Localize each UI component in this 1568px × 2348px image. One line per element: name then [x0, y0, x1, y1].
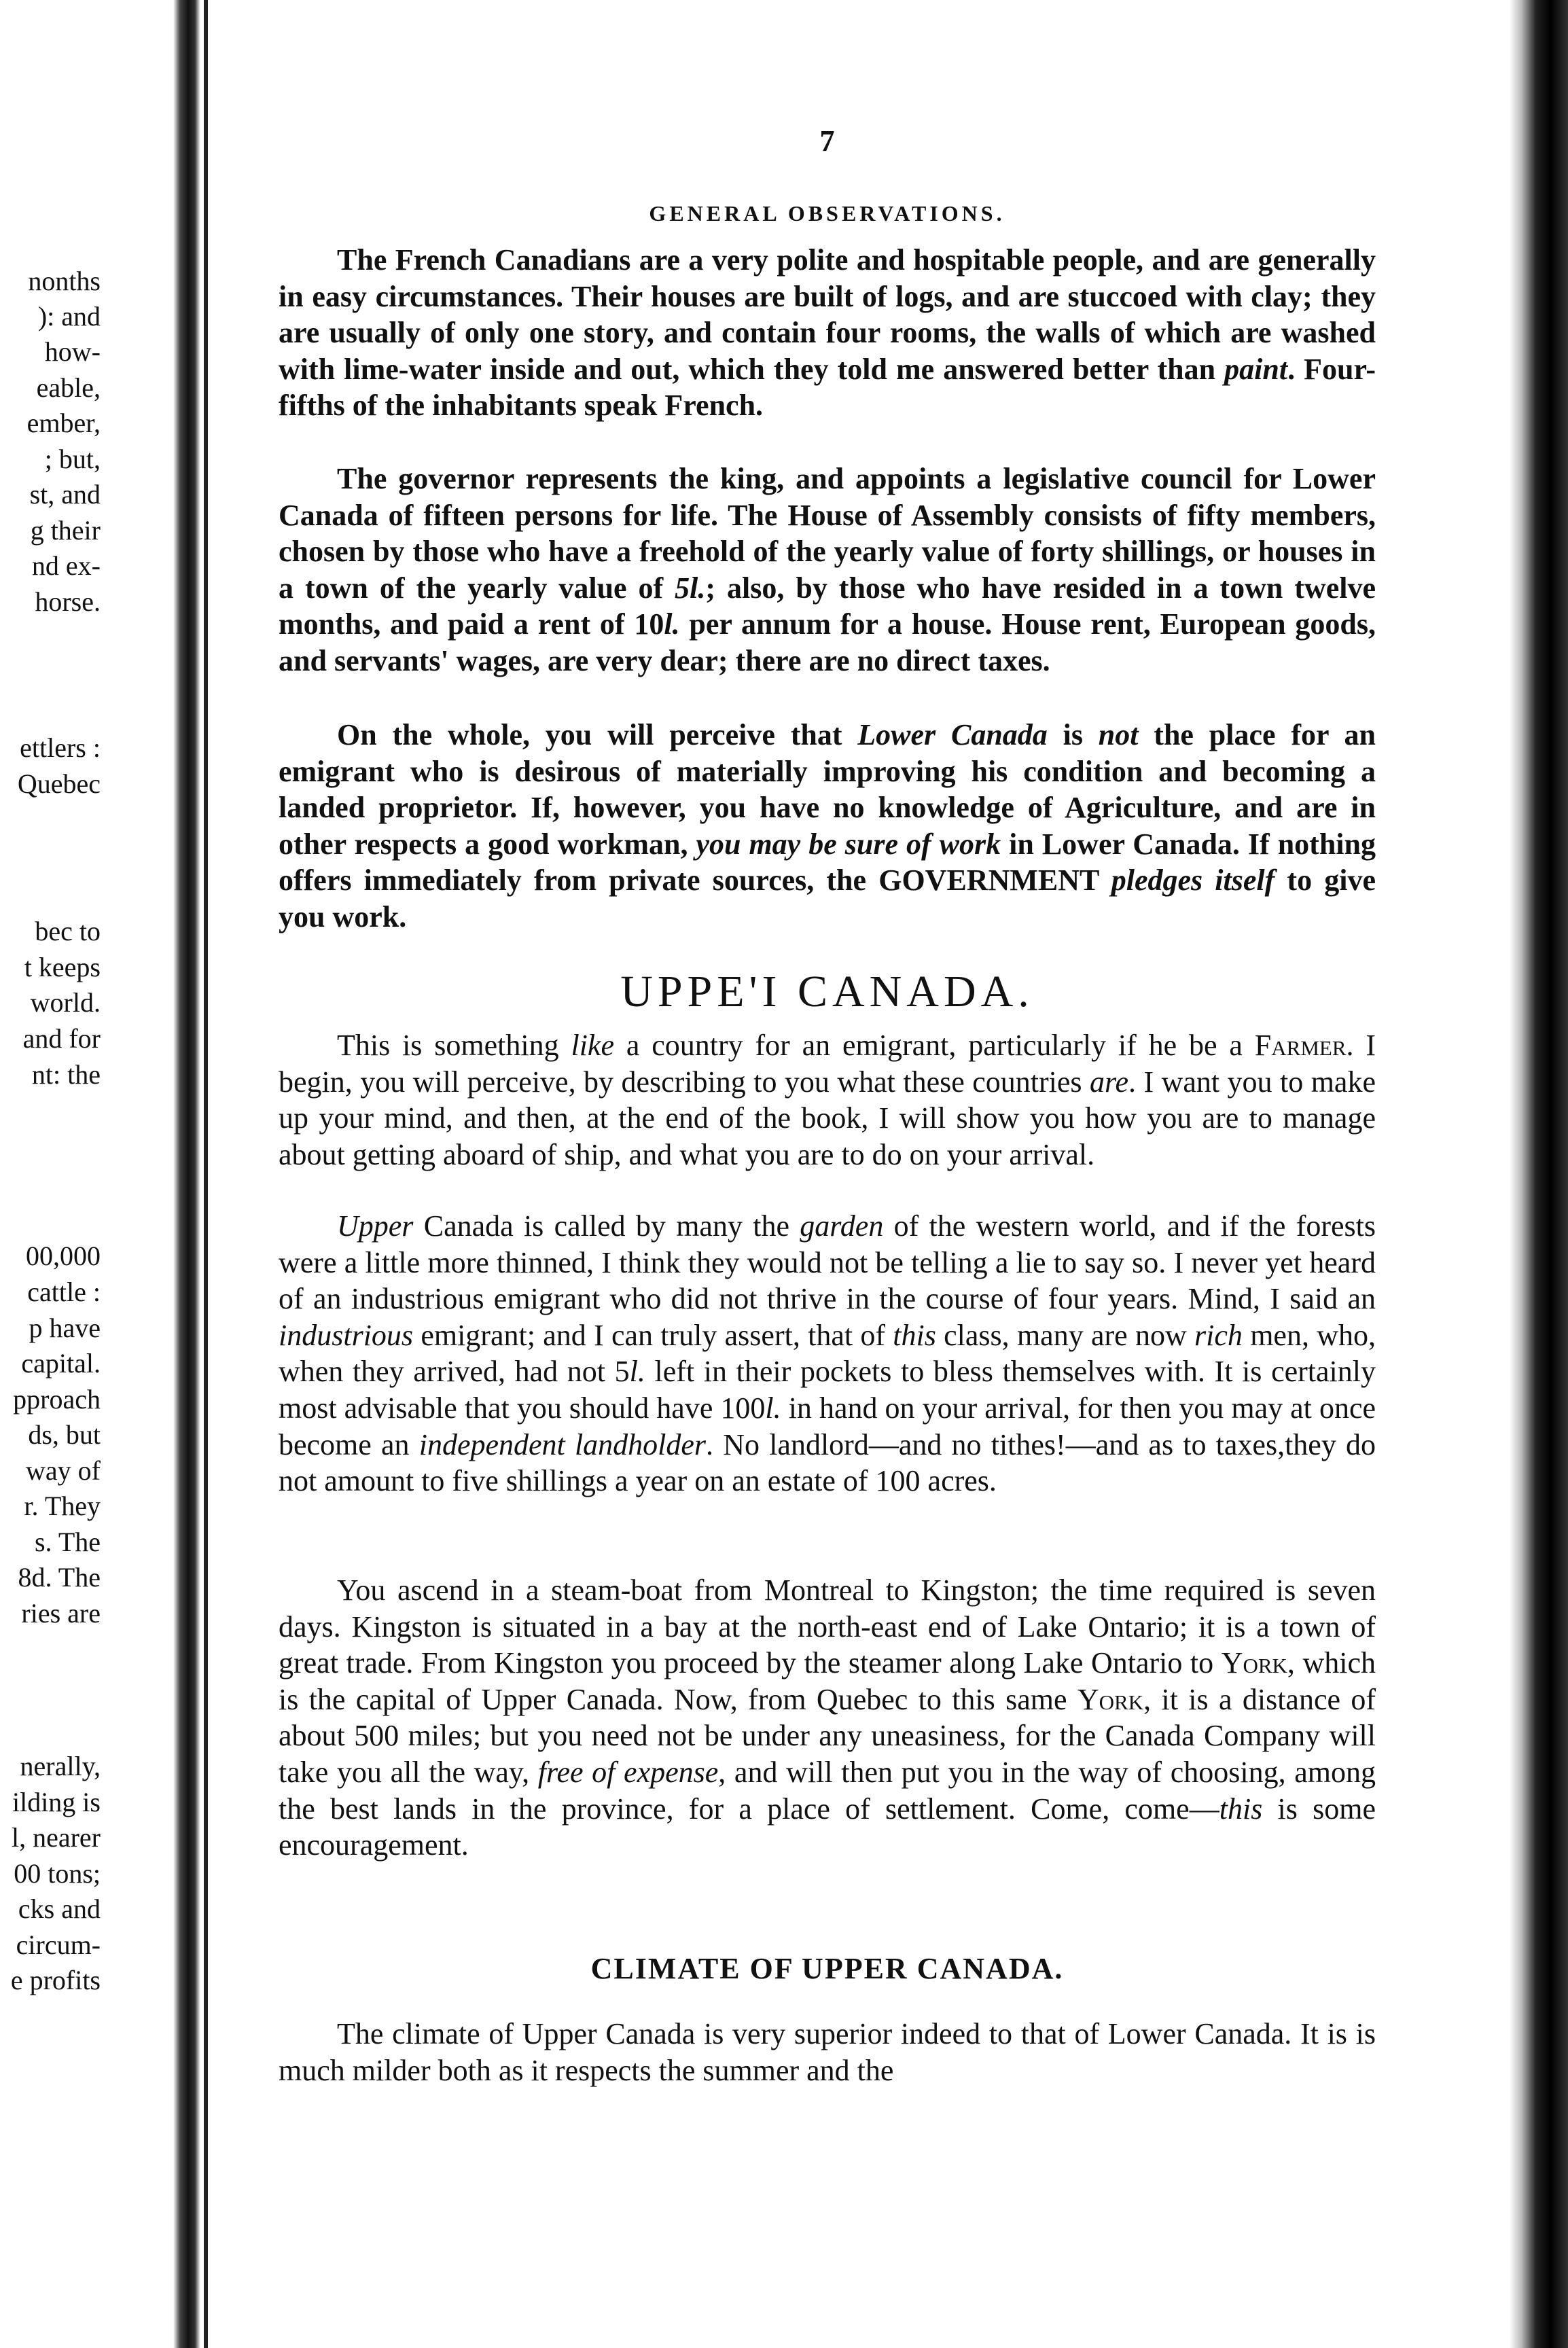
italic-text: free of expense	[537, 1755, 719, 1789]
facing-page-fragment: nerally,	[20, 1751, 101, 1781]
heading-climate: CLIMATE OF UPPER CANADA.	[590, 1952, 1064, 1985]
paragraph-climate	[279, 2016, 1376, 2088]
facing-page-fragment: ries are	[21, 1598, 101, 1629]
facing-page-fragment: circum-	[16, 1929, 101, 1960]
facing-page-fragment: 00,000	[26, 1241, 101, 1271]
facing-page-fragment: p have	[29, 1313, 101, 1343]
facing-page-fragment: g their	[30, 515, 101, 546]
text-run: The governor represents the king, and appoints a legislative council for Lower Canada of fifteen persons for life. The House of Assembly consists of fifty members, chosen by those who have a freehold of the yearly value of forty shillings, or houses in a town of the yearly value of	[279, 462, 1376, 605]
italic-text: are	[1089, 1065, 1128, 1099]
text-run: per annum for a house. House rent, European goods, and servants' wages, are very dear; there are no direct taxes.	[279, 607, 1376, 677]
italic-text: l.	[664, 607, 680, 641]
text-run: in hand on your arrival, for then you may at once become an	[279, 1391, 1376, 1461]
heading-upper-canada: UPPE'I CANADA.	[620, 967, 1034, 1016]
text-run: to give you work.	[279, 864, 1376, 933]
text-run: , it is a distance of about 500 miles; but you need not be under any uneasiness, for the Canada Company will take you all the way,	[279, 1682, 1376, 1789]
text-run: The climate of Upper Canada is very superior indeed to that of Lower Canada. It is is much milder both as it respects the summer and the	[279, 2017, 1376, 2087]
page-number: 7	[819, 124, 835, 158]
italic-text: industrious	[279, 1318, 414, 1352]
paragraph-garden	[279, 1208, 1376, 1499]
facing-page-fragment: eable,	[36, 372, 101, 403]
text-run: a country for an emigrant, particularly if he be a	[613, 1029, 1255, 1062]
small-caps-text: Farmer	[1254, 1029, 1347, 1062]
small-caps-text: York	[1077, 1682, 1144, 1716]
facing-page-fragment: nonths	[28, 266, 101, 296]
facing-page-fragment: 8d. The	[18, 1562, 101, 1593]
text-run: Canada is called by many the	[413, 1209, 800, 1243]
text-run: , which is the capital of Upper Canada. Now, from Quebec to this same	[279, 1646, 1376, 1716]
text-run: left in their pockets to bless themselves with. It is certainly most advisable that you should have 100	[279, 1355, 1376, 1425]
facing-page-fragment: how-	[44, 336, 101, 367]
italic-text: paint	[1224, 352, 1288, 386]
book-gutter-line	[204, 0, 208, 2348]
facing-page-fragment: cks and	[18, 1893, 101, 1924]
facing-page-fragment: ember,	[26, 408, 101, 438]
book-page	[279, 0, 1376, 2348]
italic-text: this	[893, 1318, 936, 1352]
book-spine-shadow	[173, 0, 200, 2348]
text-run: the place for an emigrant who is desirous of materially improving his condition and becoming a landed proprietor. If, however, you have no knowledge of Agriculture, and are in other respects a good workman,	[279, 718, 1376, 861]
italic-text: l.	[629, 1355, 645, 1389]
facing-page-fragment: ilding is	[12, 1787, 101, 1817]
text-run: emigrant; and I can truly assert, that of	[413, 1318, 893, 1352]
paragraph-steam-boat	[279, 1572, 1376, 1864]
facing-page-fragment: l, nearer	[11, 1822, 101, 1853]
text-run: You ascend in a steam-boat from Montreal to Kingston; the time required is seven days. Kingston is situated in a bay at the north-east end of Lake Ontario; it is a town of great trade. From Kingston you proceed by the steamer along Lake Ontario to	[279, 1573, 1376, 1680]
paragraph-governor	[279, 461, 1376, 679]
italic-text: 5l.	[675, 571, 706, 605]
text-run: This is something	[337, 1029, 571, 1062]
facing-page-fragment: s. The	[34, 1527, 101, 1557]
paragraph-on-the-whole	[279, 717, 1376, 936]
facing-page-fragment: ds, but	[28, 1419, 101, 1450]
text-run: . I begin, you will perceive, by describing to you what these countries	[279, 1029, 1376, 1099]
facing-page-fragment: e profits	[10, 1965, 101, 1995]
italic-text: like	[571, 1029, 614, 1062]
italic-text: you may be sure of work	[696, 827, 1001, 861]
facing-page-fragment: Quebec	[17, 768, 101, 799]
small-caps-text: York	[1221, 1646, 1287, 1680]
text-run: . I want you to make up your mind, and then, at the end of the book, I will show you how you are to manage about getting aboard of ship, and what you are to do on your arrival.	[279, 1065, 1376, 1171]
facing-page-fragment: world.	[30, 987, 101, 1018]
facing-page-fragment: capital.	[21, 1348, 101, 1378]
italic-text: not	[1098, 718, 1139, 751]
facing-page-fragment: 00 tons;	[14, 1858, 101, 1889]
facing-page-fragment: pproach	[13, 1384, 101, 1415]
paragraph-french-canadians	[279, 242, 1376, 424]
heading-general-observations: GENERAL OBSERVATIONS.	[649, 201, 1005, 226]
text-run: On the whole, you will perceive that	[337, 718, 858, 751]
facing-page-fragment: horse.	[35, 586, 101, 617]
italic-text: Upper	[337, 1209, 414, 1243]
facing-page-fragment: ; but,	[44, 444, 101, 474]
facing-page-fragment: st, and	[29, 479, 101, 510]
facing-page-fragment: bec to	[35, 916, 101, 946]
text-run: class, many are now	[936, 1318, 1195, 1352]
text-run: is	[1047, 718, 1099, 751]
text-run: men, who, when they arrived, had not 5	[279, 1318, 1376, 1389]
italic-text: Lower Canada	[857, 718, 1048, 751]
facing-page-fragment: nt: the	[31, 1059, 101, 1090]
facing-page-fragment: way of	[26, 1455, 101, 1486]
paragraph-something-like	[279, 1027, 1376, 1173]
page-edge-shadow	[1510, 0, 1568, 2348]
facing-page-fragment: nd ex-	[31, 550, 101, 581]
italic-text: pledges itself	[1111, 864, 1275, 897]
facing-page	[0, 0, 183, 2348]
text-run: in Lower Canada. If nothing offers immediately from private sources, the GOVERNMENT	[279, 827, 1376, 897]
italic-text: rich	[1194, 1318, 1243, 1352]
facing-page-fragment: ): and	[37, 301, 101, 332]
italic-text: this	[1219, 1792, 1263, 1826]
italic-text: garden	[800, 1209, 884, 1243]
text-run: of the western world, and if the forests were a little more thinned, I think they would not be telling a lie to say so. I never yet heard of an industrious emigrant who did not thrive in the course of four years. Mind, I said an	[279, 1209, 1376, 1316]
facing-page-fragment: r. They	[24, 1491, 101, 1521]
text-run: . Four-fifths of the inhabitants speak French.	[279, 352, 1376, 423]
facing-page-fragment: ettlers :	[20, 732, 101, 763]
facing-page-fragment: t keeps	[24, 952, 101, 982]
text-run: is some encouragement.	[279, 1792, 1376, 1862]
text-run: . No landlord—and no tithes!—and as to taxes,they do not amount to five shillings a year on an estate of 100 acres.	[279, 1427, 1376, 1498]
facing-page-fragment: cattle :	[27, 1277, 101, 1307]
text-run: ; also, by those who have resided in a town twelve months, and paid a rent of 10	[279, 571, 1376, 641]
italic-text: independent landholder	[418, 1427, 707, 1461]
facing-page-fragment: and for	[22, 1023, 101, 1054]
text-run: , and will then put you in the way of choosing, among the best lands in the province, for a place of settlement. Come, come—	[279, 1755, 1376, 1826]
text-run: The French Canadians are a very polite and hospitable people, and are generally in easy circumstances. Their houses are built of logs, and are stuccoed with clay; they are usually of only one story, and contain four rooms, the walls of which are washed with lime-water inside and out, which they told me answered better than	[279, 243, 1376, 386]
italic-text: l.	[765, 1391, 781, 1425]
